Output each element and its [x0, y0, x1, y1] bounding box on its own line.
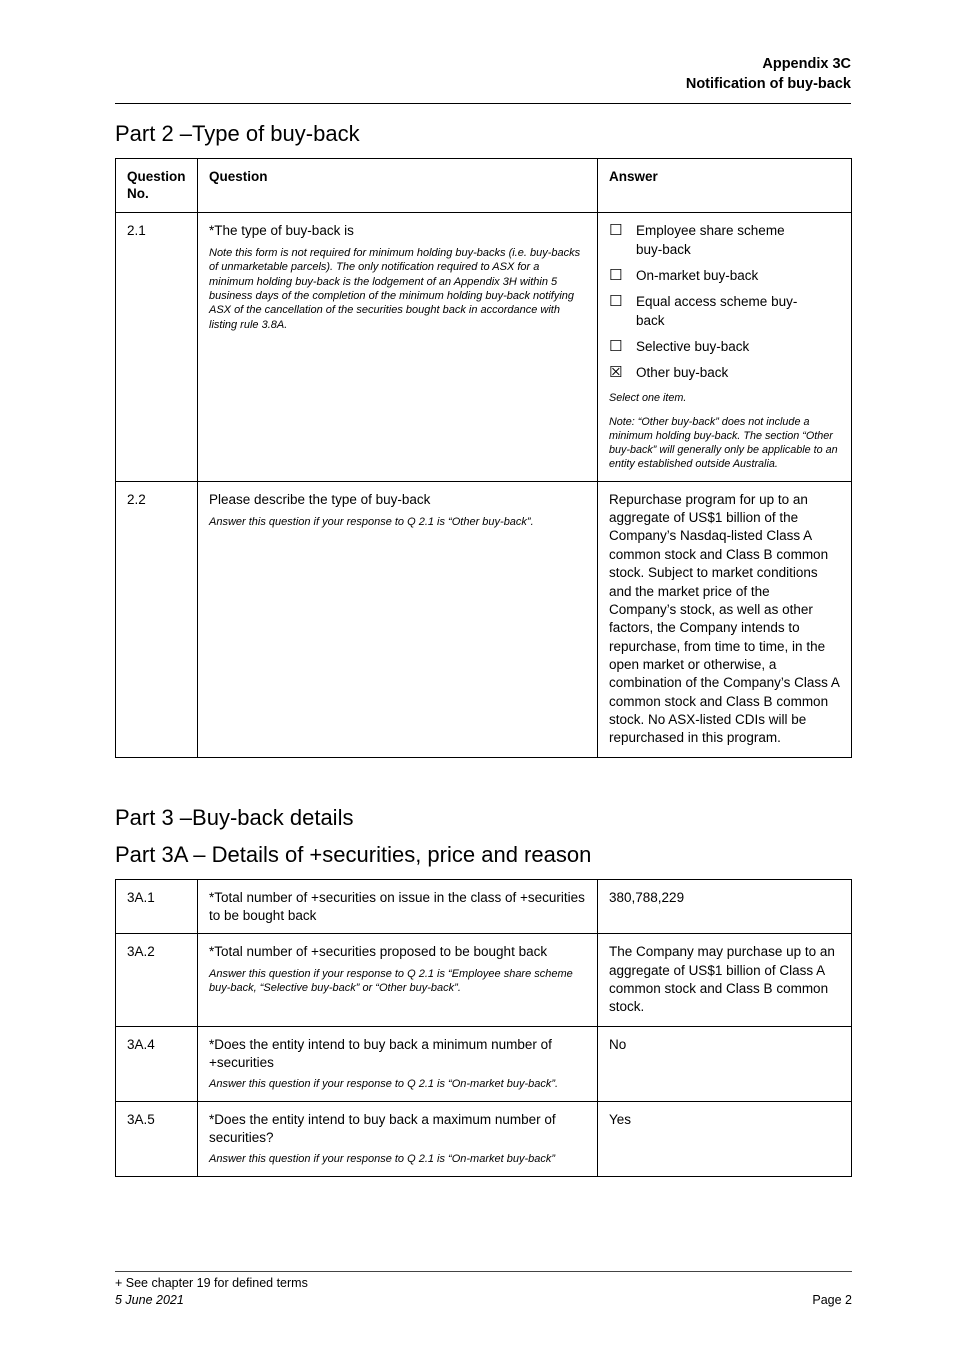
question-text: *Does the entity intend to buy back a maximum number of securities? [209, 1111, 556, 1145]
part2-heading: Part 2 –Type of buy-back [115, 120, 360, 146]
part2-table [115, 158, 852, 758]
checkbox-label: Other buy-back [636, 364, 729, 380]
checkbox-unchecked-icon: ☐ [609, 266, 623, 284]
answer-text: The Company may purchase up to an aggregate of US$1 billion of Class A common stock and Class B common stock. [609, 944, 835, 1015]
checkbox-label: Equal access scheme buy-back [636, 293, 798, 328]
answer-cell [598, 213, 852, 481]
question-no: 2.1 [116, 213, 198, 481]
table-row-2-1 [116, 213, 852, 481]
header-question-no: Question No. [116, 158, 198, 213]
checkbox-label: Employee share scheme buy-back [636, 223, 785, 258]
checkbox-unchecked-icon: ☐ [609, 336, 623, 355]
answer-text: Yes [609, 1111, 632, 1127]
table-row-2-2 [116, 481, 852, 757]
checkbox-unchecked-icon: ☐ [609, 221, 623, 240]
checkbox-option-other[interactable] [609, 364, 840, 383]
answer-text: 380,788,229 [609, 889, 685, 905]
question-no: 2.2 [116, 481, 198, 757]
question-note: Note this form is not required for minimum holding buy-backs (i.e. buy-backs of unmarketable parcels). The only notification required to ASX for a minimum holding buy-back is the lodgement of an Appendix 3H within 5 business days of the completion of the minimum holding buy-back notifying ASX of the cancellation of the securities bought back in accordance with listing rule 3.8A. [209, 247, 581, 331]
document-footer [115, 1271, 852, 1309]
table-row-3a1 [116, 879, 852, 934]
checkbox-label: On-market buy-back [636, 268, 759, 283]
question-cell [198, 934, 598, 1026]
question-text: Please describe the type of buy-back [209, 491, 431, 507]
checkbox-label: Selective buy-back [636, 338, 750, 354]
checkbox-unchecked-icon: ☐ [609, 291, 623, 310]
answer-cell [598, 1026, 852, 1101]
answer-text: No [609, 1036, 627, 1052]
part3a-subheading: Part 3A – Details of +securities, price and reason [115, 841, 592, 867]
table-row-3a2 [116, 934, 852, 1026]
document-title: Notification of buy-back [685, 76, 851, 93]
question-cell [198, 1101, 598, 1176]
select-one-note: Select one item. [609, 392, 687, 405]
question-note: Answer this question if your response to Q 2.1 is “Other buy-back”. [209, 515, 534, 528]
checkbox-option-equal-access[interactable] [609, 293, 840, 331]
answer-cell [598, 1101, 852, 1176]
checkbox-option-employee-share-scheme[interactable] [609, 222, 840, 260]
table-header-row [116, 158, 852, 213]
question-cell [198, 213, 598, 481]
question-text: *Does the entity intend to buy back a minimum number of +securities [209, 1036, 552, 1070]
table-row-3a5 [116, 1101, 852, 1176]
question-note: Answer this question if your response to Q 2.1 is “On-market buy-back”. [209, 1078, 559, 1091]
part3-heading: Part 3 –Buy-back details [115, 804, 354, 830]
question-no: 3A.2 [116, 934, 198, 1026]
table-row-3a4 [116, 1026, 852, 1101]
question-no: 3A.1 [116, 879, 198, 934]
footer-date: 5 June 2021 [115, 1292, 184, 1307]
document-header [115, 0, 851, 104]
question-text: *The type of buy-back is [209, 223, 354, 239]
checkbox-checked-icon: ☒ [609, 362, 623, 381]
checkbox-option-on-market[interactable] [609, 267, 840, 286]
checkbox-option-selective[interactable] [609, 338, 840, 357]
header-answer: Answer [598, 158, 852, 213]
answer-cell [598, 934, 852, 1026]
answer-note: Note: “Other buy-back” does not include a minimum holding buy-back. The section “Other buy-back” will generally only be applicable to an entity established outside Australia. [609, 415, 838, 471]
appendix-title: Appendix 3C [762, 56, 851, 72]
page-number: Page 2 [812, 1292, 852, 1307]
answer-text: Repurchase program for up to an aggregate of US$1 billion of the Company’s Nasdaq-listed Class A common stock and Class B common stock. Subject to market conditions and the market price of the Company’s stock, as well as other factors, the Company intends to repurchase, from time to time, in the open market or otherwise, a combination of the Company’s Class A common stock and Class B common stock. No ASX-listed CDIs will be repurchased in this program. [609, 491, 840, 746]
answer-cell [598, 879, 852, 934]
answer-cell [598, 481, 852, 757]
question-text: *Total number of +securities on issue in the class of +securities to be bought back [209, 889, 585, 923]
question-cell [198, 879, 598, 934]
question-no: 3A.5 [116, 1101, 198, 1176]
question-no: 3A.4 [116, 1026, 198, 1101]
question-note: Answer this question if your response to Q 2.1 is “On-market buy-back” [209, 1153, 556, 1166]
question-cell [198, 481, 598, 757]
defined-terms-note: + See chapter 19 for defined terms [115, 1276, 308, 1290]
question-cell [198, 1026, 598, 1101]
part3a-table [115, 879, 852, 1177]
question-text: *Total number of +securities proposed to be bought back [209, 944, 548, 960]
header-question: Question [198, 158, 598, 213]
question-note: Answer this question if your response to Q 2.1 is “Employee share scheme buy-back, “Selective buy-back” or “Other buy-back”. [209, 968, 573, 995]
